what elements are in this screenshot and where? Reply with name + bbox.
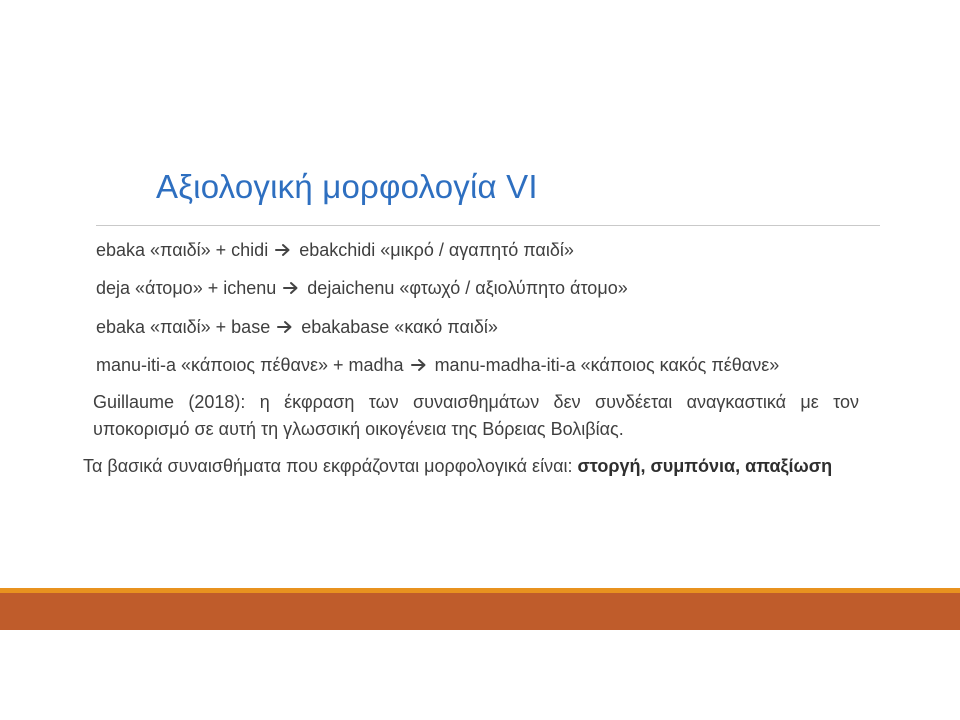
arrow-right-icon: [283, 281, 299, 295]
example-line-4: [96, 351, 779, 379]
arrow-right-icon: [277, 320, 293, 334]
title-divider: [96, 225, 880, 226]
example-line-3: [96, 313, 498, 341]
example-result: manu-madha-iti-a «κάποιος κακός πέθανε»: [434, 355, 780, 375]
example-result: ebakabase «κακό παιδί»: [301, 317, 498, 337]
example-line-2: [96, 274, 628, 302]
example-line-1: [96, 236, 574, 264]
example-source: deja «άτομο» + ichenu: [96, 278, 277, 298]
footer-band: [0, 593, 960, 630]
example-source: ebaka «παιδί» + chidi: [96, 240, 269, 260]
summary-text: Τα βασικά συναισθήματα που εκφράζονται μορφολογικά είναι:: [83, 456, 578, 476]
slide-title: Αξιολογική μορφολογία VI: [156, 168, 538, 205]
example-result: dejaichenu «φτωχό / αξιολύπητο άτομο»: [307, 278, 628, 298]
example-source: ebaka «παιδί» + base: [96, 317, 271, 337]
arrow-right-icon: [275, 243, 291, 257]
emotions-list: στοργή, συμπόνια, απαξίωση: [577, 456, 833, 476]
summary-paragraph: [83, 453, 833, 480]
arrow-right-icon: [411, 358, 427, 372]
example-source: manu-iti-a «κάποιος πέθανε» + madha: [96, 355, 404, 375]
citation-paragraph: Guillaume (2018): η έκφραση των συναισθημάτων δεν συνδέεται αναγκαστικά με τον υποκορισμό σε αυτή τη γλωσσική οικογένεια της Βόρειας Βολιβίας.: [93, 392, 859, 439]
example-result: ebakchidi «μικρό / αγαπητό παιδί»: [299, 240, 574, 260]
